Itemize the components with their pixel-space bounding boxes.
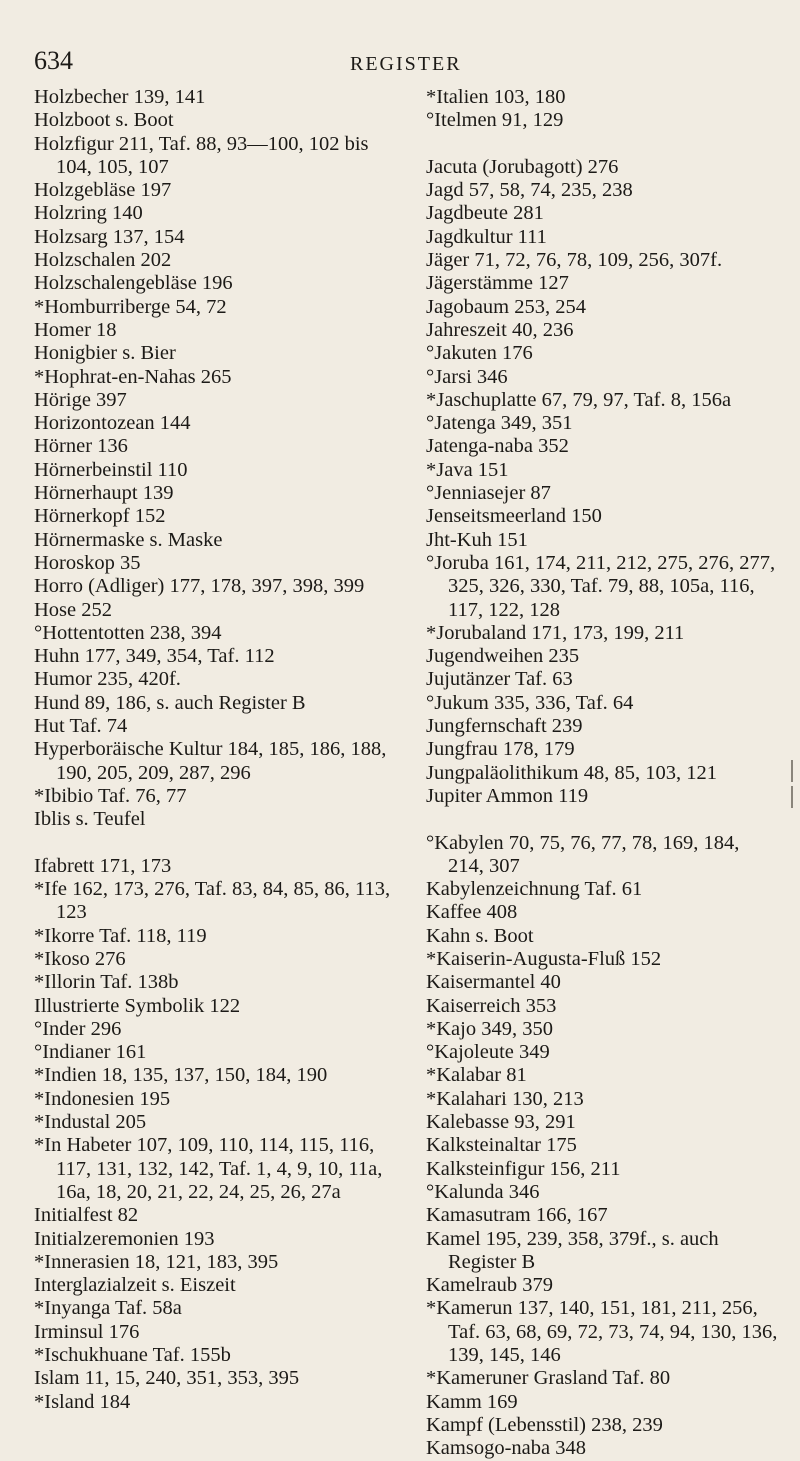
index-entry: Holzring 140 xyxy=(34,202,143,225)
index-entry: Homer 18 xyxy=(34,318,117,341)
index-entry: Kaffee 408 xyxy=(426,901,518,924)
index-entry: °Itelmen 91, 129 xyxy=(426,109,564,132)
index-entry: Hörige 397 xyxy=(34,388,127,411)
index-entry: *Innerasien 18, 121, 183, 395 xyxy=(34,1250,279,1273)
index-entry: Kalebasse 93, 291 xyxy=(426,1111,576,1134)
index-entry: Islam 11, 15, 240, 351, 353, 395 xyxy=(34,1367,300,1390)
index-entry: °Hottentotten 238, 394 xyxy=(34,621,222,644)
index-entry: *Java 151 xyxy=(426,458,509,481)
index-entry: Jacuta (Jorubagott) 276 xyxy=(426,155,619,178)
index-entry: *Ife 162, 173, 276, Taf. 83, 84, 85, 86, 113, 123 xyxy=(34,878,391,924)
index-entry: Hörnerkopf 152 xyxy=(34,505,166,528)
index-entry: Horro (Adliger) 177, 178, 397, 398, 399 xyxy=(34,575,365,598)
index-entry: Illustrierte Symbolik 122 xyxy=(34,994,241,1017)
index-entry: Hyperboräische Kultur 184, 185, 186, 188, 190, 205, 209, 287, 296 xyxy=(34,738,387,784)
index-entry: *Kajo 349, 350 xyxy=(426,1017,553,1040)
page-edge-mark xyxy=(791,786,793,808)
index-entry: Jagdkultur 111 xyxy=(426,225,547,248)
index-entry: Humor 235, 420f. xyxy=(34,668,181,691)
index-column-left xyxy=(34,86,396,1414)
page-edge-mark xyxy=(791,760,793,782)
index-entry: *Jaschuplatte 67, 79, 97, Taf. 8, 156a xyxy=(426,388,732,411)
index-entry: *Illorin Taf. 138b xyxy=(34,971,179,994)
index-entry: Kamelraub 379 xyxy=(426,1274,553,1297)
section-gap xyxy=(426,808,778,831)
index-entry: Huhn 177, 349, 354, Taf. 112 xyxy=(34,645,275,668)
index-entry: *Ischukhuane Taf. 155b xyxy=(34,1344,231,1367)
index-entry: °Jakuten 176 xyxy=(426,342,533,365)
index-entry: °Jarsi 346 xyxy=(426,365,508,388)
index-entry: Hörnerbeinstil 110 xyxy=(34,458,188,481)
index-entry: Holzschalen 202 xyxy=(34,249,172,272)
index-entry: °Kabylen 70, 75, 76, 77, 78, 169, 184, 214, 307 xyxy=(426,831,740,877)
index-entry: Horoskop 35 xyxy=(34,551,141,574)
index-entry: Jahreszeit 40, 236 xyxy=(426,318,574,341)
index-entry: Jungpaläolithikum 48, 85, 103, 121 xyxy=(426,761,717,784)
index-entry: °Jatenga 349, 351 xyxy=(426,412,573,435)
index-entry: Jht-Kuh 151 xyxy=(426,528,528,551)
index-entry: Kalksteinaltar 175 xyxy=(426,1134,577,1157)
index-entry: *Indien 18, 135, 137, 150, 184, 190 xyxy=(34,1064,328,1087)
index-entry: Kamasutram 166, 167 xyxy=(426,1204,608,1227)
index-entry: Jungfernschaft 239 xyxy=(426,715,583,738)
index-entry: Kampf (Lebensstil) 238, 239 xyxy=(426,1413,663,1436)
index-entry: Jungfrau 178, 179 xyxy=(426,738,575,761)
running-title: REGISTER xyxy=(350,53,462,75)
index-entry: Honigbier s. Bier xyxy=(34,342,176,365)
index-entry: °Jenniasejer 87 xyxy=(426,482,551,505)
index-entry: Hörner 136 xyxy=(34,435,128,458)
index-entry: *Italien 103, 180 xyxy=(426,86,566,108)
index-entry: Irminsul 176 xyxy=(34,1320,140,1343)
index-entry: *Kalahari 130, 213 xyxy=(426,1087,584,1110)
index-entry: Horizontozean 144 xyxy=(34,412,191,435)
index-entry: Hörnerhaupt 139 xyxy=(34,482,174,505)
index-entry: *Island 184 xyxy=(34,1390,131,1413)
index-entry: *Kalabar 81 xyxy=(426,1064,527,1087)
index-entry: *Hophrat-en-Nahas 265 xyxy=(34,365,232,388)
index-entry: *Industal 205 xyxy=(34,1111,147,1134)
index-entry: *In Habeter 107, 109, 110, 114, 115, 116, 117, 131, 132, 142, Taf. 1, 4, 9, 10, 11a, 16a, 18, 20, 21, 22, 24, 25, 26, 27a xyxy=(34,1134,383,1203)
index-entry: Kalksteinfigur 156, 211 xyxy=(426,1157,621,1180)
index-entry: Ifabrett 171, 173 xyxy=(34,854,172,877)
index-entry: *Jorubaland 171, 173, 199, 211 xyxy=(426,621,685,644)
index-entry: Holzbecher 139, 141 xyxy=(34,86,206,108)
index-entry: Jägerstämme 127 xyxy=(426,272,569,295)
index-entry: Hose 252 xyxy=(34,598,113,621)
index-entry: Jatenga-naba 352 xyxy=(426,435,569,458)
section-gap xyxy=(426,133,778,156)
index-entry: °Kajoleute 349 xyxy=(426,1041,550,1064)
index-entry: Interglazialzeit s. Eiszeit xyxy=(34,1274,236,1297)
index-entry: *Kaiserin-Augusta-Fluß 152 xyxy=(426,947,662,970)
index-entry: *Ibibio Taf. 76, 77 xyxy=(34,784,187,807)
index-entry: *Homburriberge 54, 72 xyxy=(34,295,227,318)
index-entry: °Indianer 161 xyxy=(34,1041,147,1064)
index-entry: Kaisermantel 40 xyxy=(426,971,561,994)
index-entry: Kabylenzeichnung Taf. 61 xyxy=(426,878,643,901)
index-entry: Jugendweihen 235 xyxy=(426,645,580,668)
index-column-right xyxy=(426,86,778,1461)
index-entry: Holzgebläse 197 xyxy=(34,179,172,202)
index-entry: Holzschalengebläse 196 xyxy=(34,272,233,295)
index-entry: Jagd 57, 58, 74, 235, 238 xyxy=(426,179,633,202)
index-entry: Jäger 71, 72, 76, 78, 109, 256, 307f. xyxy=(426,249,723,272)
index-entry: Hund 89, 186, s. auch Register B xyxy=(34,691,306,714)
index-entry: °Joruba 161, 174, 211, 212, 275, 276, 277, 325, 326, 330, Taf. 79, 88, 105a, 116, 117, 122, 128 xyxy=(426,551,776,621)
index-entry: Jujutänzer Taf. 63 xyxy=(426,668,573,691)
index-entry: *Ikoso 276 xyxy=(34,947,126,970)
index-entry: °Jukum 335, 336, Taf. 64 xyxy=(426,691,634,714)
index-entry: *Inyanga Taf. 58a xyxy=(34,1297,182,1320)
index-entry: Hörnermaske s. Maske xyxy=(34,528,223,551)
index-entry: Kaiserreich 353 xyxy=(426,994,557,1017)
index-entry: Jagdbeute 281 xyxy=(426,202,544,225)
index-entry: Jenseitsmeerland 150 xyxy=(426,505,602,528)
index-entry: Iblis s. Teufel xyxy=(34,808,146,831)
index-entry: Holzboot s. Boot xyxy=(34,109,174,132)
index-entry: *Kamerun 137, 140, 151, 181, 211, 256, Taf. 63, 68, 69, 72, 73, 74, 94, 130, 136, 139, 145, 146 xyxy=(426,1297,778,1367)
index-entry: Initialzeremonien 193 xyxy=(34,1227,215,1250)
index-entry: Kahn s. Boot xyxy=(426,924,534,947)
index-entry: *Ikorre Taf. 118, 119 xyxy=(34,924,207,947)
index-entry: Jagobaum 253, 254 xyxy=(426,295,586,318)
index-entry: *Indonesien 195 xyxy=(34,1087,171,1110)
index-entry: Kamsogo-naba 348 xyxy=(426,1437,586,1460)
index-entry: Kamel 195, 239, 358, 379f., s. auch Register B xyxy=(426,1227,719,1273)
index-entry: Holzfigur 211, Taf. 88, 93—100, 102 bis 104, 105, 107 xyxy=(34,132,369,178)
index-entry: *Kameruner Grasland Taf. 80 xyxy=(426,1367,671,1390)
section-gap xyxy=(34,832,396,855)
index-entry: Initialfest 82 xyxy=(34,1204,139,1227)
index-entry: Holzsarg 137, 154 xyxy=(34,225,185,248)
index-entry: Kamm 169 xyxy=(426,1390,518,1413)
index-entry: Hut Taf. 74 xyxy=(34,715,128,738)
index-entry: °Kalunda 346 xyxy=(426,1180,540,1203)
index-entry: °Inder 296 xyxy=(34,1017,122,1040)
index-entry: Jupiter Ammon 119 xyxy=(426,784,589,807)
page-number: 634 xyxy=(34,46,73,75)
